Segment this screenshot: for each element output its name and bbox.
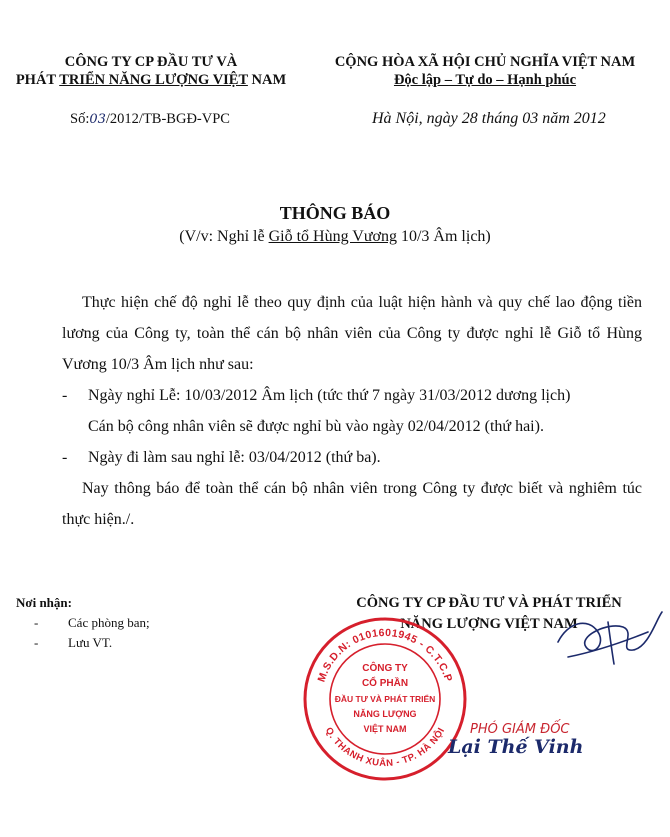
- bullet-item: - Ngày đi làm sau nghỉ lễ: 03/04/2012 (thứ ba).: [62, 442, 642, 473]
- issue-date: Hà Nội, ngày 28 tháng 03 năm 2012: [372, 110, 606, 127]
- company-name-line1: CÔNG TY CP ĐẦU TƯ VÀ: [64, 54, 238, 70]
- bullet-line: Cán bộ công nhân viên sẽ được nghỉ bù vào ngày 02/04/2012 (thứ hai).: [88, 418, 544, 435]
- svg-text:NĂNG LƯỢNG: NĂNG LƯỢNG: [353, 709, 417, 719]
- recipient-item: - Các phòng ban;: [34, 615, 150, 630]
- recipient-item: - Lưu VT.: [34, 635, 113, 650]
- svg-text:ĐẦU TƯ VÀ PHÁT TRIỂN: ĐẦU TƯ VÀ PHÁT TRIỂN: [334, 694, 436, 704]
- signer-name: Lại Thế Vinh: [448, 736, 584, 758]
- title-main: THÔNG BÁO: [279, 203, 391, 223]
- svg-text:M.S.D.N: 0101601945 - C.T.C.P: M.S.D.N: 0101601945 - C.T.C.P: [315, 626, 455, 684]
- svg-text:VIỆT NAM: VIỆT NAM: [363, 724, 407, 734]
- signing-company: CÔNG TY CP ĐẦU TƯ VÀ PHÁT TRIỂN NĂNG LƯỢNG VIỆT NAM: [356, 595, 622, 632]
- body-paragraph-1: Thực hiện chế độ nghỉ lễ theo quy định của luật hiện hành và quy chế lao động tiền lương của Công ty, toàn thể cán bộ nhân viên của Công ty được nghỉ lễ Giỗ tổ Hùng Vương 10/3 Âm lịch như sau:: [62, 294, 642, 373]
- recipients-title: Nơi nhận:: [16, 595, 72, 610]
- notice-body: [62, 287, 642, 535]
- handwritten-signature: [548, 602, 668, 672]
- company-name-line2: PHÁT TRIỂN NĂNG LƯỢNG VIỆT NAM: [15, 72, 287, 88]
- svg-text:Q. THANH XUÂN - TP. HÀ NỘI: Q. THANH XUÂN - TP. HÀ NỘI: [322, 725, 448, 770]
- svg-text:CÔNG TY: CÔNG TY: [362, 663, 408, 674]
- republic-name: CỘNG HÒA XÃ HỘI CHỦ NGHĨA VIỆT NAM: [334, 54, 636, 70]
- document-number: Số:03/2012/TB-BGĐ-VPC: [70, 111, 230, 127]
- title-subject: (V/v: Nghỉ lễ Giỗ tổ Hùng Vương 10/3 Âm lịch): [179, 228, 491, 245]
- bullet-line: Ngày nghỉ Lễ: 10/03/2012 Âm lịch (tức thứ 7 ngày 31/03/2012 dương lịch): [88, 387, 571, 404]
- handwritten-number: 03: [89, 112, 106, 127]
- company-seal: [300, 614, 470, 784]
- body-paragraph-2: Nay thông báo để toàn thể cán bộ nhân viên trong Công ty được biết và nghiêm túc thực hiện./.: [62, 480, 642, 528]
- national-motto-header: [308, 53, 662, 89]
- company-name-header: [6, 53, 296, 89]
- recipients: [16, 593, 216, 653]
- position-title: PHÓ GIÁM ĐỐC: [470, 722, 570, 737]
- bullet-line: Ngày đi làm sau nghỉ lễ: 03/04/2012 (thứ ba).: [88, 449, 381, 466]
- document-title: [0, 200, 670, 248]
- bullet-item: - Ngày nghỉ Lễ: 10/03/2012 Âm lịch (tức thứ 7 ngày 31/03/2012 dương lịch) Cán bộ công nhân viên sẽ được nghỉ bù vào ngày 02/04/2012 (thứ hai).: [62, 380, 642, 442]
- svg-text:CỔ PHẦN: CỔ PHẦN: [361, 678, 409, 689]
- motto: Độc lập – Tự do – Hạnh phúc: [393, 72, 577, 88]
